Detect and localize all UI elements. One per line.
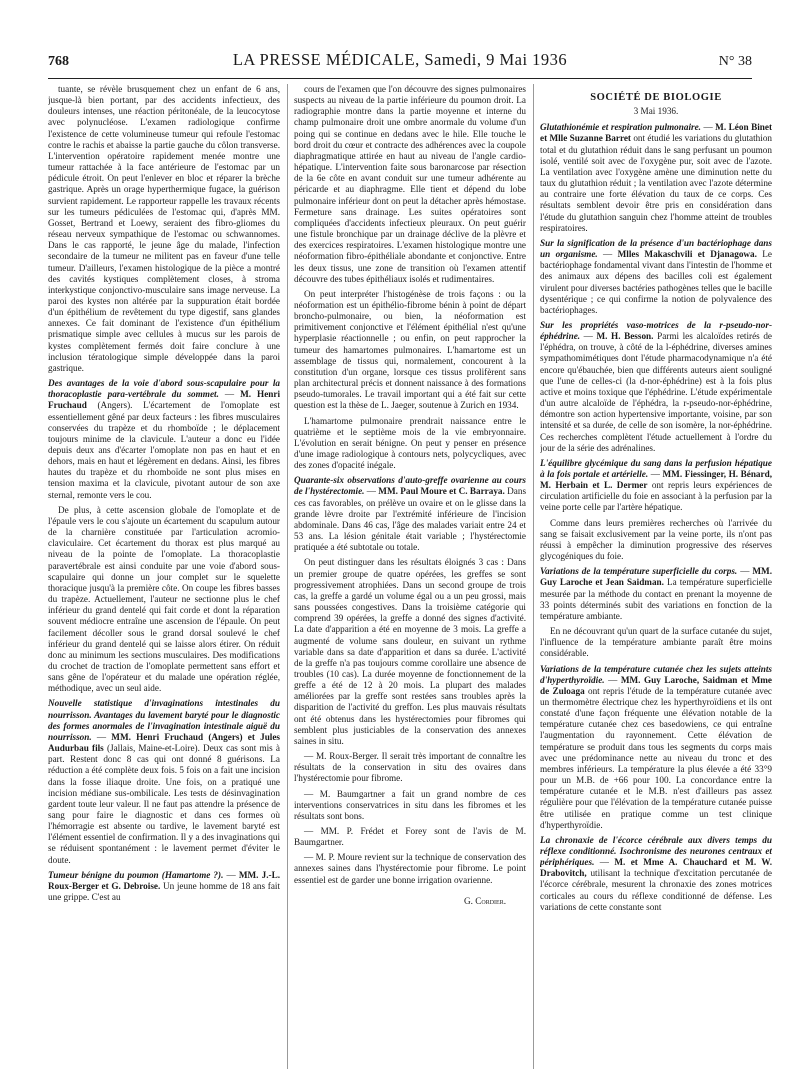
article: Quarante-six observations d'auto-greffe ovarienne au cours de l'hystérectomie. — MM. Paul Moure et C. Barraya. Dans ces cas favorables, on prélève un ovaire et on le glisse dans la grande lèvre droite par l'extrémité inférieure de l'incision abdominale. Dans 46 cas, l'âge des malades variait entre 24 et 53 ans. La lésion génitale était variable ; l'hystérectomie pratiquée a été subtotale ou totale. (294, 475, 526, 553)
article: La chronaxie de l'écorce cérébrale aux divers temps du réflexe conditionné. Isochronisme des neurones centraux et périphériques. — M. et Mme A. Chauchard et M. W. Drabovitch, utilisant la technique d'excitation percutanée de l'écorce cérébrale, mesurent la chronaxie des zones motrices corticales au cours du réflexe conditionné de défense. Les variations de cette constante sont (540, 834, 772, 912)
paragraph (294, 84, 526, 285)
article-text: Le bactériophage fondamental vivant dans l'intestin de l'homme et des animaux aux dépens des bacilles coli est également virulent pour diverses bactéries pathogènes telles que le bacille dysentérique ; ce qui confirme la notion de polyvalence des bactériophages. (540, 249, 772, 315)
article: Sur les propriétés vaso-motrices de la r-pseudo-nor-éphédrine. — M. H. Besson. Parmi les alcaloïdes retirés de l'éphédra, on trouve, à côté de la l-éphédrine, diverses amines sympathomimétiques dont l'étude pharmacodynamique n'a été encore qu'ébauchée, bien que différents auteurs aient souligné que l'une de celles-ci (la d-nor-éphédrine) est à la fois plus active et moins toxique que l'éphédrine. L'étude expérimentale d'un autre alcaloïde de l'éphédra, la r-pseudo-nor-éphédrine, démontre son action hypertensive importante, voisine, par son intensité et sa durée, de celle de son isomère, la nor-éphédrine. Ces recherches complètent l'étude actuellement à l'ordre du jour de la série des adrénalines. (540, 319, 772, 453)
paragraph (294, 289, 526, 412)
author-signature: G. Cordier. (464, 895, 506, 906)
article: Nouvelle statistique d'invaginations intestinales du nourrisson. Avantages du lavement baryté pour le diagnostic des formes anormales de l'invagination intestinale aiguë du nourrisson. — MM. Henri Fruchaud (Angers) et Jules Audurbau fils (Jallais, Maine-et-Loire). Deux cas sont mis à part. Restent donc 8 cas qui ont donné 8 guérisons. La réduction a été complète deux fois. 5 fois on a fait une incision dans la fosse iliaque droite. Une fois, on a pratiqué une incision médiane sus-ombilicale. Les tests de désinvagination gardent toute leur valeur. Il ne faut pas attendre la présence de sang pour faire le diagnostic et dans ces formes où l'hémorragie est absente ou tardive, le lavement baryté est l'élément essentiel de confirmation. Il y a des invaginations qui se réduisent spontanément : le lavement permet d'éviter le doute. (48, 698, 280, 865)
section-date: 3 Mai 1936. (633, 106, 679, 117)
column-divider (533, 84, 534, 1069)
paragraph (294, 852, 526, 885)
article-authors: M. et Mme A. Chauchard et M. W. Drabovitch, (540, 857, 772, 879)
article-title: Quarante-six observations d'auto-greffe ovarienne au cours de l'hystérectomie. (294, 475, 526, 497)
article-text: Un jeune homme de 18 ans fait une grippe. C'est au (48, 880, 280, 903)
article-text: ont repris l'étude de la température cutanée avec un thermomètre électrique chez les hyperthyroïdiens et ils ont constaté d'une façon fréquente une élévation notable de la température cutanée chez ces basedowiens, ce qui entraîne l'augmentation du rayonnement. Cette élévation de température se produit dans tous les segments du corps mais avec une prédominance nette au niveau du tronc et des membres inférieurs. La température la plus élevée a été 33°9 pour un M.B. de +66 pour 100. La concordance entre la température cutanée et le M.B. n'est d'ailleurs pas assez régulière pour que l'élévation de la température cutanée puisse être utilisée en pratique comme un test clinique d'hyperthyroïdie. (540, 685, 772, 830)
column-2 (294, 84, 526, 1074)
article-text: ont repris leurs expériences de circulation artificielle du foie en associant à la perfusion par la veine porte celle par l'artère hépatique. (540, 480, 772, 513)
article: Des avantages de la voie d'abord sous-scapulaire pour la thoracoplastie para-vertébrale du sommet. — M. Henri Fruchaud (Angers). L'écartement de l'omoplate est essentiellement gêné par deux facteurs : les fibres musculaires conservées du trapèze et du rhomboïde ; le déplacement toujours minime de la clavicule. L'auteur a donc eu l'idée depuis deux ans d'écarter l'omoplate non pas en haut et en dehors, mais en haut et légèrement en dedans. Ainsi, les fibres hautes du trapèze et du rhomboïde ne sont plus mises en tension maxima et la clavicule, pivotant autour de son axe sternal, remonte vers le cou. (48, 378, 280, 500)
paragraph (540, 518, 772, 563)
article-text: La température superficielle mesurée par la méthode du contact en prenant la moyenne de 33 points déterminés subit des variations en fonction de la température ambiante. (540, 577, 772, 621)
article-authors: Mlles Makaschvili et Djanagowa. (617, 249, 757, 260)
article-title: Variations de la température superficielle du corps. (540, 566, 738, 577)
article-title: Sur les propriétés vaso-motrices de la r-pseudo-nor-éphédrine. (540, 319, 772, 342)
article-authors: MM. J.-L. Roux-Berger et G. Debroise. (48, 869, 280, 891)
article-authors: MM. Guy Laroche et Jean Saidman. (540, 566, 772, 588)
article-text: — M. Baumgartner a fait un grand nombre de ces interventions conservatrices in situ dans les fibromes et les résultats sont bons. (294, 788, 526, 821)
article-text: On peut interpréter l'histogénèse de trois façons : ou la néoformation est un épithélio-fibrome bénin à point de départ broncho-pulmonaire, ou bien, la néoformation est primitivement conjonctive et l'élément épithélial n'est qu'une hyperplasie réactionnelle ; ou enfin, on peut rapprocher la tumeur des hamartomes pulmonaires. L'hamartome est un assemblage de tissus qui, normalement, concourent à la constitution d'un organe, lorsque ces tissus prolifèrent sans plan architectural précis et donnent naissance à des formations pseudo-tumorales. Le travail important qui a été fait sur cette question est la thèse de L. Jaeger, soutenue à Zurich en 1934. (294, 288, 526, 411)
article-text: De plus, à cette ascension globale de l'omoplate et de l'épaule vers le cou s'ajoute un écartement du scapulum autour de la charnière constituée par l'articulation acromio-claviculaire. Cet écartement du thorax est plus marqué au niveau de la pointe de l'omoplate. La thoracoplastie paravertébrale est ainsi conduite par une voie d'abord sous-scapulaire qui donne un jour complet sur le squelette thoracique jusqu'à la première côte. On coupe les fibres basses du trapèze. Actuellement, l'auteur ne sectionne plus le chef inférieur du grand dentelé qui fait corde et dont la réparation souvent médiocre entraîne une ascension de l'épaule. On peut facilement décoller sous le grand dorsal soulevé le chef inférieur du grand dentelé qui se laisse alors étirer. On réduit donc au minimum les sections musculaires. Des modifications du crochet de traction de l'omoplate permettent sans effort et sans gêne de l'opérateur et du malade une opération réglée, méthodique, avec un seul aide. (48, 504, 280, 694)
article-authors: MM. Fiessinger, H. Bénard, M. Herbain et L. Dermer (540, 469, 772, 491)
article-title: L'équilibre glycémique du sang dans la perfusion hépatique à la fois portale et artérielle. (540, 457, 772, 479)
article-title: Nouvelle statistique d'invaginations intestinales du nourrisson. Avantages du lavement baryté pour le diagnostic des formes anormales de l'invagination intestinale aiguë du nourrisson. (48, 698, 280, 742)
article-title: Variations de la température cutanée chez les sujets atteints d'hyperthyroïdie. (540, 663, 772, 685)
page-number: 768 (48, 54, 69, 69)
article-text: (Angers). L'écartement de l'omoplate est essentiellement gêné par deux facteurs : les fibres musculaires conservées du trapèze et du rhomboïde ; le déplacement toujours minime de la clavicule. L'auteur a donc eu l'idée depuis deux ans d'écarter l'omoplate non pas en haut et en dehors, mais en haut et légèrement en dedans. Ainsi, les fibres hautes du trapèze et du rhomboïde ne sont plus mises en tension maxima et la clavicule, pivotant autour de son axe sternal, remonte vers le cou. (48, 400, 280, 500)
article-text: — MM. P. Frédet et Forey sont de l'avis de M. Baumgartner. (294, 826, 526, 848)
paragraph (540, 626, 772, 659)
column-divider (287, 84, 288, 1069)
article-authors: M. Henri Fruchaud (48, 389, 280, 411)
paragraph (294, 826, 526, 848)
article: Glutathionémie et respiration pulmonaire. — M. Léon Binet et Mlle Suzanne Barret ont étudié les variations du glutathion total et du glutathion réduit dans le sang perfusant un poumon isolé, ventilé soit avec de l'oxygène pur, soit avec de l'azote. La ventilation avec l'oxygène amène une diminution nette du taux du glutathion réduit ; la ventilation avec l'azote détermine au contraire une forte élévation du taux de ce corps. Ces résultats semblent devoir être pris en considération dans l'étude du glutathion sanguin chez l'homme atteint de troubles respiratoires. (540, 122, 772, 233)
article-title: Des avantages de la voie d'abord sous-scapulaire pour la thoracoplastie para-vertébrale du sommet. (48, 378, 280, 400)
paragraph (48, 84, 280, 374)
article-authors: M. Léon Binet et Mlle Suzanne Barret (540, 122, 772, 144)
article-authors: MM. Guy Laroche, Saidman et Mme de Zuloaga (540, 674, 772, 696)
article: Variations de la température superficielle du corps. — MM. Guy Laroche et Jean Saidman. La température superficielle mesurée par la méthode du contact en prenant la moyenne de 33 points déterminés subit des variations en fonction de la température ambiante. (540, 566, 772, 621)
paragraph (294, 789, 526, 822)
article-title: Sur la signification de la présence d'un bactériophage dans un organisme. (540, 237, 772, 260)
article-authors: M. H. Besson. (596, 331, 654, 342)
paragraph (48, 505, 280, 695)
paragraph (294, 751, 526, 784)
issue-number: N° 38 (718, 54, 752, 69)
column-1 (48, 84, 280, 1074)
column-3 (540, 84, 772, 1074)
article-columns (48, 84, 772, 1074)
article-text: Comme dans leurs premières recherches où l'arrivée du sang se faisait exclusivement par la veine porte, ils n'ont pas réussi à empêcher la diminution progressive des réserves glycogéniques du foie. (540, 517, 772, 562)
article-text: — M. P. Moure revient sur la technique de conservation des annexes saines dans l'hystérectomie pour fibrome. Le point essentiel est de garder une bonne irrigation ovarienne. (294, 852, 526, 885)
article-title: Tumeur bénigne du poumon (Hamartome ?). (48, 869, 224, 880)
article-text: On peut distinguer dans les résultats éloignés 3 cas : Dans un premier groupe de quatre opérées, les greffes se sont progressivement atrophiées. Dans un second groupe de trois cas, la greffe a gardé un volume égal ou a un peu grossi, mais sans poussées congestives. Dans la troisième catégorie qui comprend 39 opérées, la greffe a donné des signes d'activité. La date d'apparition a été en moyenne de 3 mois. La greffe a augmenté de volume sans douleur, en suivant un rythme variable dans sa date d'apparition et dans sa durée. L'activité de la greffe n'a pas toujours comme corollaire une absence de troubles (10 cas). La durée moyenne de fonctionnement de la greffe a été de 12 à 20 mois. La plupart des malades améliorées par la greffe sont restées sans troubles après la disparition de l'activité du greffon. Les plus mauvais résultats ont été obtenus dans les hystérectomies pour fibromes qui semblent plus justiciables de la conservation des annexes saines in situ. (294, 557, 526, 746)
journal-title: LA PRESSE MÉDICALE, Samedi, 9 Mai 1936 (232, 50, 568, 69)
article-text: utilisant la technique d'excitation percutanée de l'écorce cérébrale, mesurent la chronaxie des zones motrices corticales au cours du réflexe conditionné de défense. Les variations de cette constante sont (540, 868, 772, 912)
article-text: Dans ces cas favorables, on prélève un ovaire et on le glisse dans la grande lèvre droite par l'extrémité inférieure de l'incision abdominale. Dans 46 cas, l'âge des malades variait entre 24 et 53 ans. La lésion génitale était variable ; l'hystérectomie pratiquée a été subtotale ou totale. (294, 486, 526, 553)
article-title: La chronaxie de l'écorce cérébrale aux divers temps du réflexe conditionné. Isochronisme des neurones centraux et périphériques. (540, 834, 772, 868)
page-header (48, 50, 752, 79)
article-text: cours de l'examen que l'on découvre des signes pulmonaires suspects au niveau de la partie inférieure du poumon droit. La radiographie montre dans la partie moyenne et interne du champ pulmonaire droit une ombre anormale du volume d'un poing qui se continue en dedans avec le hile. Elle touche le bord droit du cœur et contracte des adhérences avec la coupole diaphragmatique attirée en haut au niveau de l'angle cardio-hépatique. L'intervention faite sous baronarcose par résection de la 6e côte en avant conduit sur une tumeur adhérente au péricarde et au diaphragme. Elle tient et dépend du lobe pulmonaire inférieur dont on peut la détacher après hémostase. Fermeture sans drainage. Les suites opératoires sont compliquées d'accidents infectieux pleuraux. On peut guérir une fistule bronchique par un drainage déclive de la plèvre et des exercices respiratoires. L'examen histologique montre une néoformation fibro-épithéliale abondante et conjonctive. Entre les deux tissus, une zone de transition où l'examen attentif découvre des tubes épithéliaux isolés et rudimentaires. (294, 84, 526, 284)
article-title: Glutathionémie et respiration pulmonaire. (540, 122, 701, 133)
article-text: ont étudié les variations du glutathion total et du glutathion réduit dans le sang perfusant un poumon isolé, ventilé soit avec de l'oxygène pur, soit avec de l'azote. La ventilation avec l'oxygène amène une diminution nette du taux du glutathion réduit ; la ventilation avec l'azote détermine au contraire une forte élévation du taux de ce corps. Ces résultats semblent devoir être pris en considération dans l'étude du glutathion sanguin chez l'homme atteint de troubles respiratoires. (540, 133, 772, 233)
article-text: tuante, se révèle brusquement chez un enfant de 6 ans, jusque-là bien portant, par des accidents infectieux, des douleurs intenses, une réaction péritonéale, de la leucocytose avec polynucléose. L'examen radiologique confirme l'existence de cette volumineuse tumeur qui refoule l'estomac contre le rachis et abaisse la partie gauche du côlon transverse. L'intervention opératoire rapidement menée montre une tumeur rattachée à la face antérieure de l'estomac par un pédicule étroit. On peut l'enlever en bloc et réparer la brèche gastrique. Après un orage hyperthermique fugace, la guérison survient rapidement. Le rapporteur rappelle les travaux récents sur les tumeurs pédiculées de l'estomac qui, d'après MM. Gosset, Bertrand et Loewy, seraient des fibro-gliomes du réseau nerveux sympathique de l'estomac ou schwannomes. Dans le cas rapporté, le jeune âge du malade, l'infection secondaire de la tumeur ne militent pas en faveur d'une telle tumeur. D'ailleurs, l'examen histologique de la pièce a montré des cavités kystiques complètement closes, à stroma interkystique conjonctivo-musculaire sans image nerveuse. La paroi des kystes non altérée par la suppuration était bordée d'un épithélium de revêtement du type digestif, sans glandes annexes. Ce fait dominant de l'existence d'un épithélium prismatique simple avec cellules à mucus sur les parois de kystes complètement fermés doit faire conclure à une inclusion tératologique simple développée dans la paroi gastrique. (48, 84, 280, 373)
article: L'équilibre glycémique du sang dans la perfusion hépatique à la fois portale et artérielle. — MM. Fiessinger, H. Bénard, M. Herbain et L. Dermer ont repris leurs expériences de circulation artificielle du foie en associant à la perfusion par la veine porte celle par l'artère hépatique. (540, 457, 772, 513)
article-text: Parmi les alcaloïdes retirés de l'éphédra, on trouve, à côté de la l-éphédrine, diverses amines sympathomimétiques dont l'étude pharmacodynamique n'a été encore qu'ébauchée, bien que différents auteurs aient souligné que l'une de celles-ci (la d-nor-éphédrine) est à la fois plus active et moins toxique que l'éphédrine. L'étude expérimentale d'un autre alcaloïde de l'éphédra, la r-pseudo-nor-éphédrine, démontre son action hypertensive importante, voisine, par son intensité et sa durée, de celle de son isomère, la nor-éphédrine. Ces recherches complètent l'étude actuellement à l'ordre du jour de la série des adrénalines. (540, 331, 772, 453)
article: Sur la signification de la présence d'un bactériophage dans un organisme. — Mlles Makaschvili et Djanagowa. Le bactériophage fondamental vivant dans l'intestin de l'homme et des animaux aux dépens des bacilles coli est également virulent pour diverses bactéries pathogènes telles que le bacille dysentérique ; ce qui confirme la notion de polyvalence des bactériophages. (540, 237, 772, 315)
article-text: — M. Roux-Berger. Il serait très important de connaître les résultats de la conservation in situ des ovaires dans l'hystérectomie pour fibrome. (294, 751, 526, 784)
article: Variations de la température cutanée chez les sujets atteints d'hyperthyroïdie. — MM. Guy Laroche, Saidman et Mme de Zuloaga ont repris l'étude de la température cutanée avec un thermomètre électrique chez les hyperthyroïdiens et ils ont constaté d'une façon fréquente une élévation notable de la température cutanée chez ces basedowiens, ce qui entraîne l'augmentation du rayonnement. Cette élévation de température se produit dans tous les segments du corps mais avec une prédominance nette au niveau du tronc et des membres inférieurs. La température la plus élevée a été 33°9 pour un M.B. de +66 pour 100. La concordance entre la température cutanée et le M.B. n'est d'ailleurs pas assez régulière pour que l'élévation de la température cutanée puisse être utilisée en pratique comme un test clinique d'hyperthyroïdie. (540, 663, 772, 830)
paragraph (294, 416, 526, 472)
article-authors: MM. Paul Moure et C. Barraya. (378, 486, 505, 497)
article-text: L'hamartome pulmonaire prendrait naissance entre le quatrième et le septième mois de la vie embryonnaire. L'évolution en serait bénigne. On peut y penser en présence d'une image radiologique à contours nets, polycycliques, avec des zones d'opacité inégale. (294, 415, 526, 471)
section-heading: SOCIÉTÉ DE BIOLOGIE (590, 92, 722, 103)
article-authors: MM. Henri Fruchaud (Angers) et Jules Audurbau fils (48, 731, 280, 754)
article: Tumeur bénigne du poumon (Hamartome ?). — MM. J.-L. Roux-Berger et G. Debroise. Un jeune homme de 18 ans fait une grippe. C'est au (48, 869, 280, 903)
article-text: (Jallais, Maine-et-Loire). Deux cas sont mis à part. Restent donc 8 cas qui ont donné 8 guérisons. La réduction a été complète deux fois. 5 fois on a fait une incision dans la fosse iliaque droite. Une fois, on a pratiqué une incision médiane sus-ombilicale. Les tests de désinvagination gardent toute leur valeur. Il ne faut pas attendre la présence de sang pour faire le diagnostic et dans ces formes où l'hémorragie est absente ou tardive, le lavement baryté est l'élément essentiel de confirmation. Il y a des invaginations qui se réduisent spontanément : le lavement permet d'éviter le doute. (48, 743, 280, 865)
article-text: En ne découvrant qu'un quart de la surface cutanée du sujet, l'influence de la température ambiante paraît être moins considérable. (540, 626, 772, 659)
paragraph (294, 557, 526, 747)
